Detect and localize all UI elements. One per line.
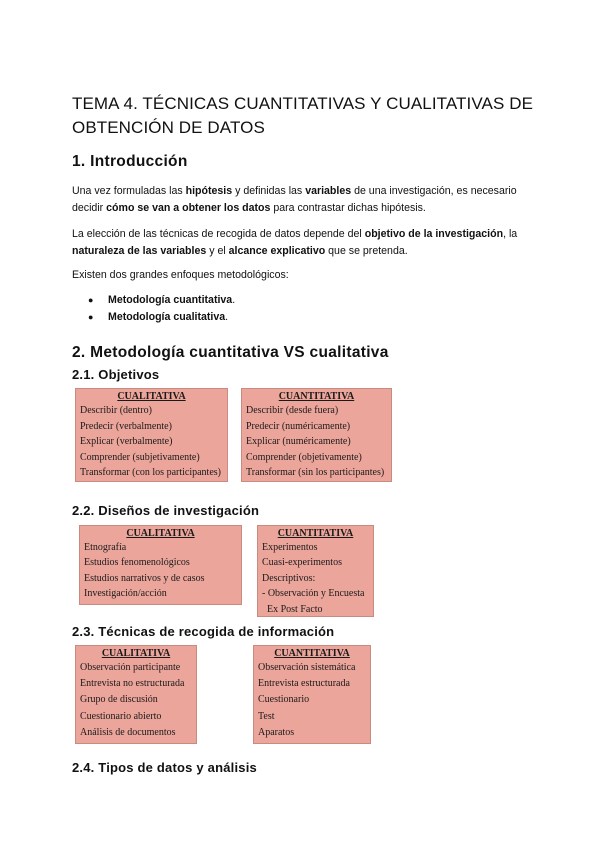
text-run: Una vez formuladas las: [72, 185, 186, 197]
table-row: Análisis de documentos: [80, 726, 176, 738]
bold-text: naturaleza de las variables: [72, 245, 207, 257]
table-header: CUANTITATIVA: [274, 648, 350, 659]
table-row: Descriptivos:: [262, 572, 316, 584]
objetivos-cuantitativa-table: [241, 388, 392, 482]
intro-paragraph-3: Existen dos grandes enfoques metodológicos:: [72, 269, 289, 281]
text-run: para contrastar dichas hipótesis.: [270, 202, 426, 214]
intro-paragraph-2: [72, 226, 542, 260]
section-heading-metodologia: 2. Metodología cuantitativa VS cualitativa: [72, 344, 389, 361]
table-row: Estudios fenomenológicos: [84, 557, 190, 569]
section-heading-introduccion: 1. Introducción: [72, 153, 188, 170]
table-row: Describir (desde fuera): [246, 405, 339, 416]
table-row: Test: [258, 710, 275, 722]
text-run: y definidas las: [232, 185, 306, 197]
bold-text: hipótesis: [185, 185, 233, 197]
subsection-heading-disenos: 2.2. Diseños de investigación: [72, 503, 260, 518]
table-row: Describir (dentro): [80, 405, 152, 416]
text-run: La elección de las técnicas de recogida de datos depende del: [72, 228, 365, 240]
table-row: Investigación/acción: [84, 588, 167, 600]
table-row: Etnografía: [84, 542, 127, 553]
table-header: CUANTITATIVA: [278, 391, 355, 402]
text-run: de una investigación, es necesario decidir: [72, 185, 517, 214]
list-item: ● Metodología cuantitativa.: [88, 292, 235, 309]
subsection-heading-objetivos: 2.1. Objetivos: [72, 367, 160, 382]
objetivos-cualitativa-table: [75, 388, 228, 482]
table-row: Cuasi-experimentos: [262, 557, 342, 569]
table-row: - Observación y Encuesta: [262, 588, 365, 600]
bold-text: variables: [305, 185, 352, 197]
tecnicas-cualitativa-table: [75, 645, 197, 744]
bold-text: cómo se van a obtener los datos: [106, 202, 271, 214]
table-row: Transformar (sin los participantes): [246, 467, 385, 479]
document-title: TEMA 4. TÉCNICAS CUANTITATIVAS Y CUALITATIVAS DE OBTENCIÓN DE DATOS: [72, 94, 534, 137]
text-run: que se pretenda.: [325, 245, 408, 257]
table-header: CUALITATIVA: [126, 528, 195, 539]
bold-text: objetivo de la investigación: [364, 228, 504, 240]
disenos-cuantitativa-table: [257, 525, 374, 617]
bold-text: alcance explicativo: [228, 245, 326, 257]
table-row: Estudios narrativos y de casos: [84, 572, 205, 584]
table-row: Comprender (subjetivamente): [80, 451, 200, 463]
table-row: Aparatos: [258, 726, 295, 738]
list-item: ● Metodología cualitativa.: [88, 309, 235, 326]
table-row: Cuestionario: [258, 694, 310, 706]
table-row: Entrevista no estructurada: [80, 678, 185, 690]
table-row: Explicar (verbalmente): [80, 436, 173, 448]
table-row: Explicar (numéricamente): [246, 436, 351, 448]
approach-list: [88, 292, 235, 326]
table-row: Grupo de discusión: [80, 694, 158, 706]
table-row: Comprender (objetivamente): [246, 451, 362, 463]
table-row: Observación sistemática: [258, 662, 356, 673]
table-header: CUALITATIVA: [101, 648, 171, 659]
subsection-heading-tecnicas: 2.3. Técnicas de recogida de información: [72, 624, 335, 639]
table-row: Entrevista estructurada: [258, 678, 350, 690]
text-run: , la: [503, 228, 518, 240]
table-row: Ex Post Facto: [262, 603, 323, 615]
table-row: Transformar (con los participantes): [80, 467, 221, 479]
table-header: CUANTITATIVA: [277, 528, 354, 539]
intro-paragraph-1: [72, 183, 542, 217]
table-row: Observación participante: [80, 662, 181, 673]
text-run: y el: [206, 245, 229, 257]
table-row: Predecir (verbalmente): [80, 420, 172, 432]
disenos-cualitativa-table: [79, 525, 242, 605]
subsection-heading-tipos: 2.4. Tipos de datos y análisis: [72, 760, 257, 775]
table-header: CUALITATIVA: [117, 391, 186, 402]
table-row: Predecir (numéricamente): [246, 420, 351, 432]
tecnicas-cuantitativa-table: [253, 645, 371, 744]
table-row: Cuestionario abierto: [80, 710, 162, 722]
table-row: Experimentos: [262, 542, 318, 553]
